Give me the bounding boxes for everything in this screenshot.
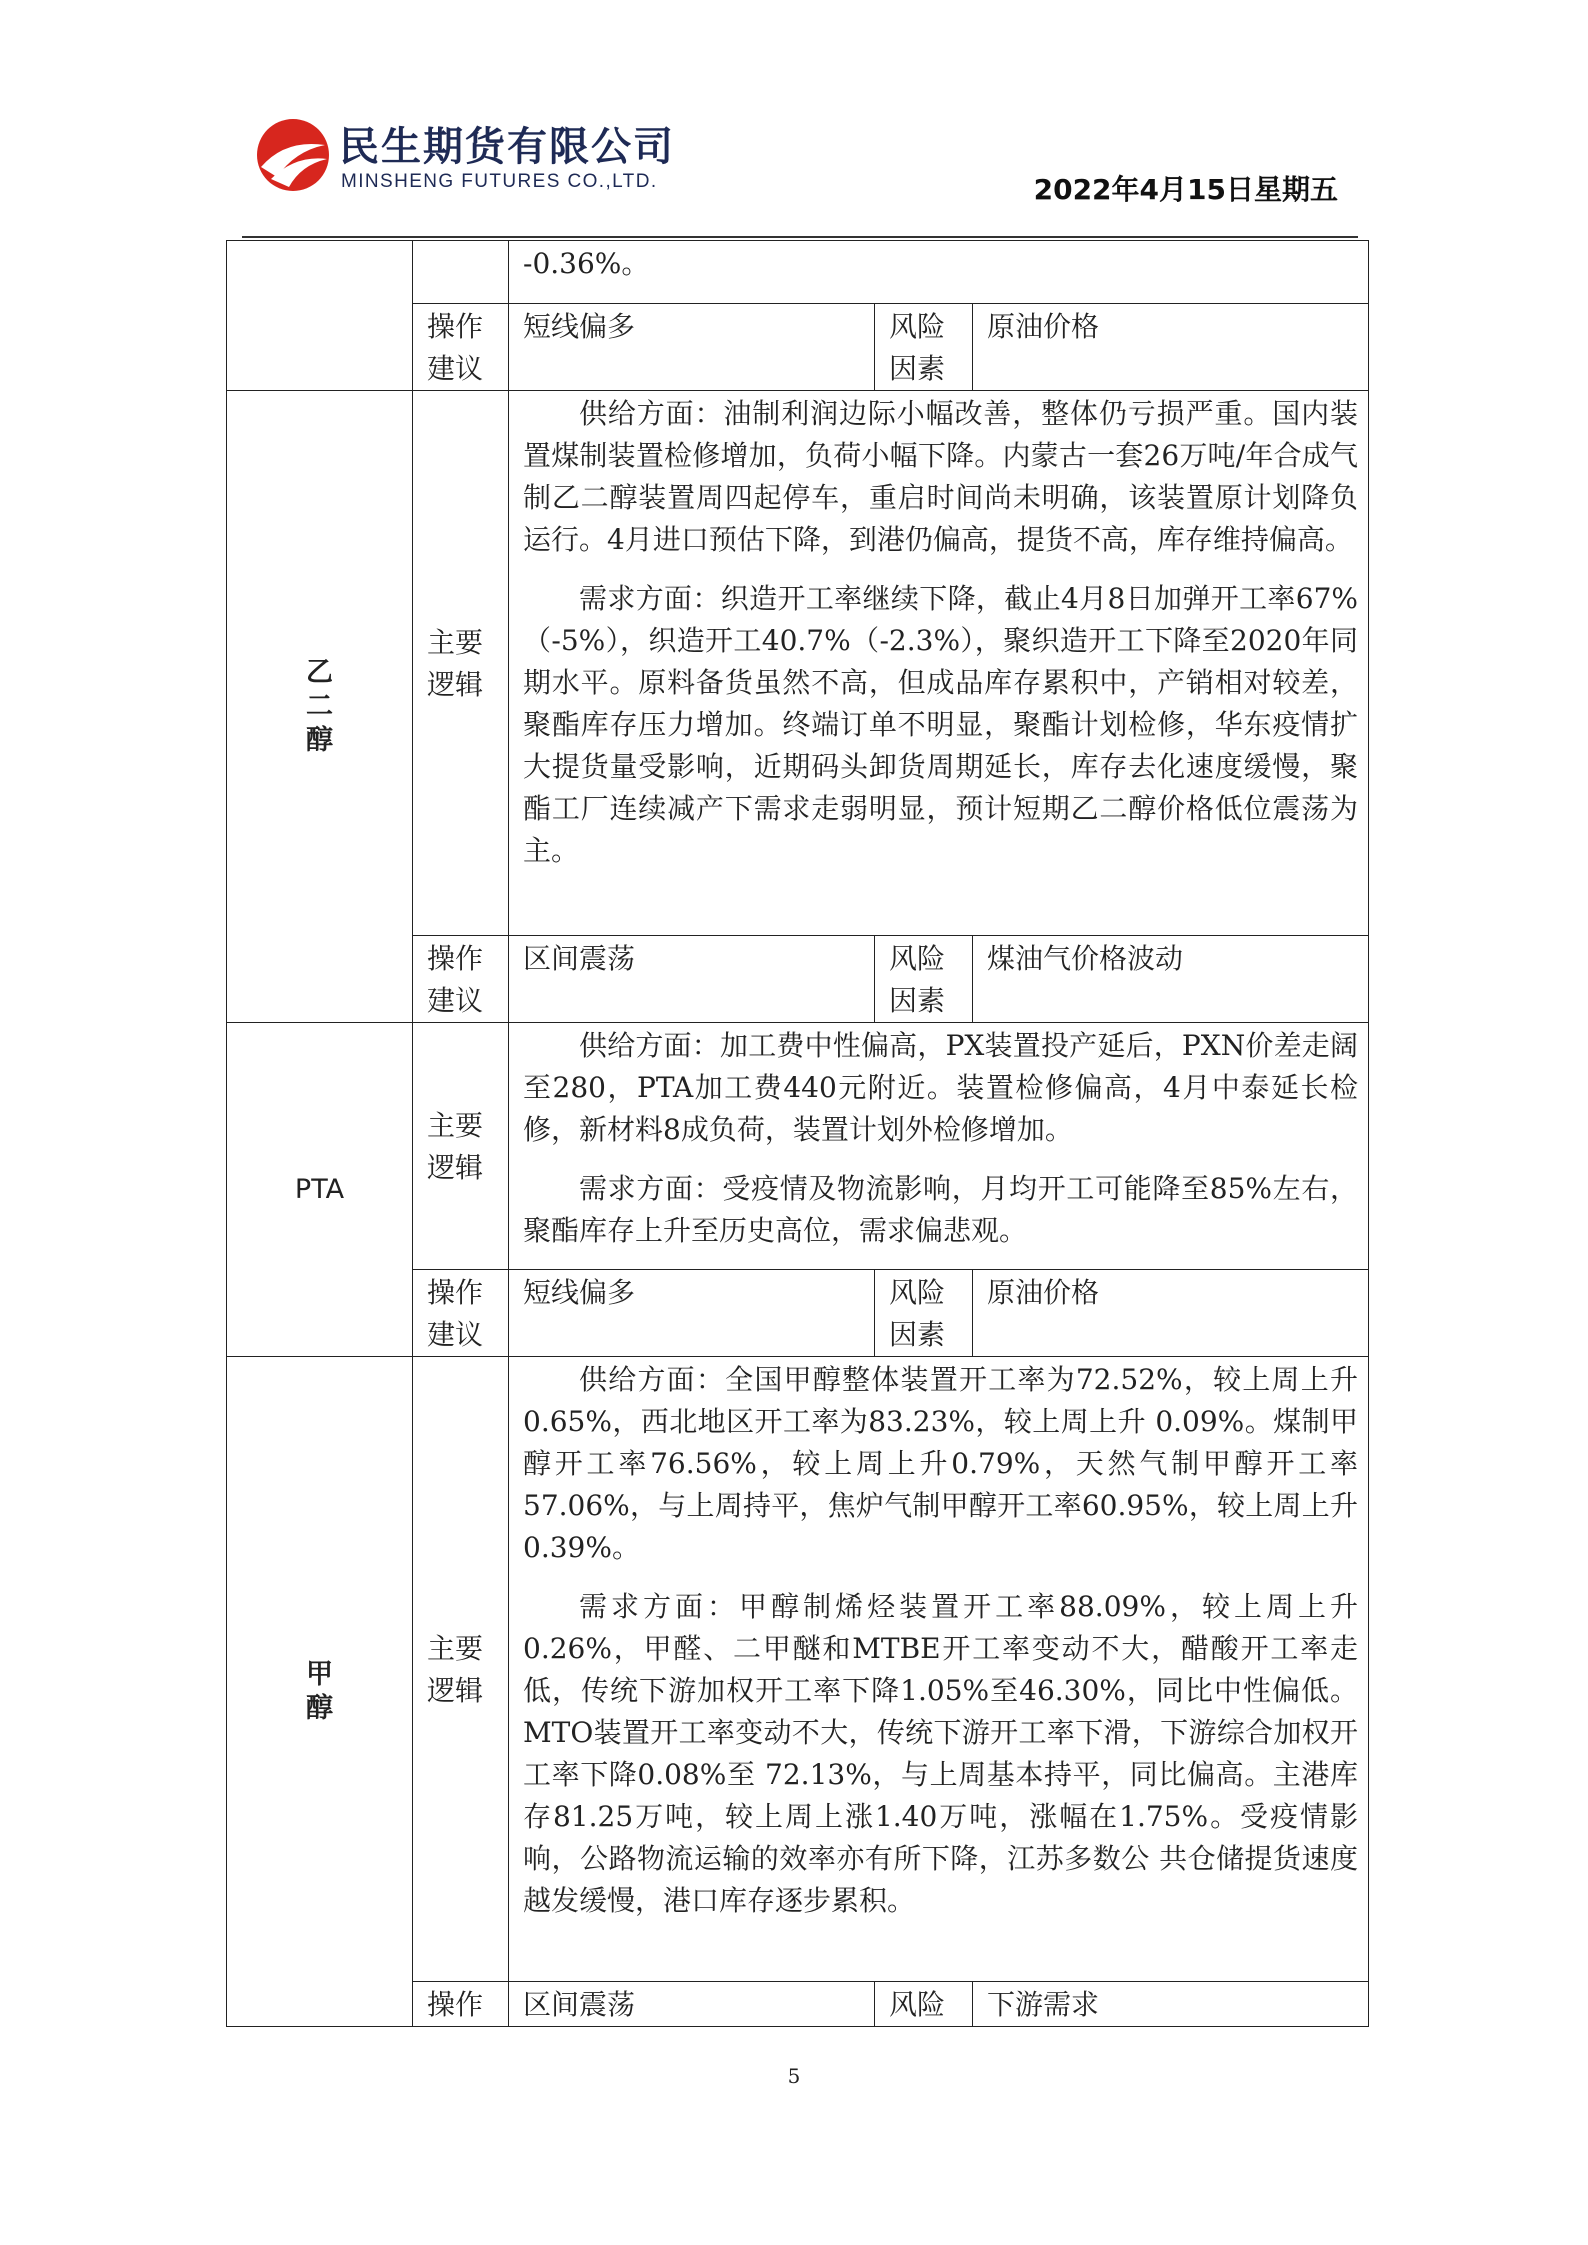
advice-value: 区间震荡	[509, 936, 875, 1023]
minsheng-logo-icon	[255, 117, 331, 193]
commodity-name: 甲醇	[227, 1357, 413, 2027]
risk-value: 下游需求	[973, 1982, 1369, 2027]
company-name-en: MINSHENG FUTURES CO.,LTD.	[341, 171, 658, 192]
demand-paragraph: 需求方面：受疫情及物流影响，月均开工可能降至85%左右，聚酯库存上升至历史高位，需求偏悲观。	[523, 1172, 1359, 1247]
logic-content	[509, 391, 1369, 936]
header-divider	[242, 236, 1358, 238]
supply-paragraph: 供给方面：油制利润边际小幅改善，整体仍亏损严重。国内装置煤制装置检修增加，负荷小幅下降。内蒙古一套26万吨/年合成气制乙二醇装置周四起停车，重启时间尚未明确，该装置原计划降负运行。4月进口预估下降，到港仍偏高，提货不高，库存维持偏高。	[523, 397, 1359, 556]
risk-label: 风险	[875, 1982, 973, 2027]
table-row	[227, 1023, 1369, 1270]
risk-label: 风险 因素	[875, 1270, 973, 1357]
demand-paragraph: 需求方面：甲醇制烯烃装置开工率88.09%，较上周上升0.26%，甲醛、二甲醚和MTBE开工率变动不大，醋酸开工率走低，传统下游加权开工率下降1.05%至46.30%，同比中性偏低。MTO装置开工率变动不大，传统下游开工率下滑，下游综合加权开工率下降0.08%至 72.13%，与上周基本持平，同比偏高。主港库存81.25万吨，较上周上涨1.40万吨，涨幅在1.75%。受疫情影响，公路物流运输的效率亦有所下降，江苏多数公 共仓储提货速度越发缓慢，港口库存逐步累积。	[523, 1590, 1359, 1917]
table-row	[227, 1357, 1369, 1982]
page-number: 5	[787, 2064, 801, 2088]
company-name-cn: 民生期货有限公司	[339, 124, 675, 170]
advice-label: 操作	[413, 1982, 509, 2027]
company-logo	[255, 113, 725, 203]
advice-value: 区间震荡	[509, 1982, 875, 2027]
supply-paragraph: 供给方面：加工费中性偏高，PX装置投产延后，PXN价差走阔至280，PTA加工费440元附近。装置检修偏高，4月中泰延长检修，新材料8成负荷，装置计划外检修增加。	[523, 1029, 1359, 1146]
supply-paragraph: 供给方面：全国甲醇整体装置开工率为72.52%，较上周上升0.65%，西北地区开工率为83.23%，较上周上升 0.09%。煤制甲醇开工率76.56%，较上周上升0.79%，天然气制甲醇开工率57.06%，与上周持平，焦炉气制甲醇开工率60.95%，较上周上升0.39%。	[523, 1363, 1359, 1564]
report-date: 2022年4月15日星期五	[1033, 173, 1338, 206]
table-row	[227, 241, 1369, 304]
table-row	[227, 391, 1369, 936]
risk-label: 风险 因素	[875, 936, 973, 1023]
advice-label: 操作 建议	[413, 304, 509, 391]
advice-label: 操作 建议	[413, 1270, 509, 1357]
logic-content	[509, 1357, 1369, 1982]
risk-label: 风险 因素	[875, 304, 973, 391]
risk-value: 煤油气价格波动	[973, 936, 1369, 1023]
continued-text: -0.36%。	[509, 241, 1369, 304]
demand-paragraph: 需求方面：织造开工率继续下降，截止4月8日加弹开工率67%（-5%），织造开工40.7%（-2.3%），聚织造开工下降至2020年同期水平。原料备货虽然不高，但成品库存累积中，产销相对较差，聚酯库存压力增加。终端订单不明显，聚酯计划检修，华东疫情扩大提货量受影响，近期码头卸货周期延长，库存去化速度缓慢，聚酯工厂连续减产下需求走弱明显，预计短期乙二醇价格低位震荡为主。	[523, 582, 1359, 867]
advice-label: 操作 建议	[413, 936, 509, 1023]
logic-content	[509, 1023, 1369, 1270]
commodity-name: 乙二醇	[227, 391, 413, 1023]
commodity-name-cell	[227, 241, 413, 391]
commodity-name: PTA	[227, 1023, 413, 1357]
risk-value: 原油价格	[973, 1270, 1369, 1357]
advice-value: 短线偏多	[509, 304, 875, 391]
logic-label: 主要 逻辑	[413, 391, 509, 936]
advice-value: 短线偏多	[509, 1270, 875, 1357]
logic-label: 主要 逻辑	[413, 1357, 509, 1982]
risk-value: 原油价格	[973, 304, 1369, 391]
analysis-table	[226, 240, 1369, 2027]
logic-label: 主要 逻辑	[413, 1023, 509, 1270]
